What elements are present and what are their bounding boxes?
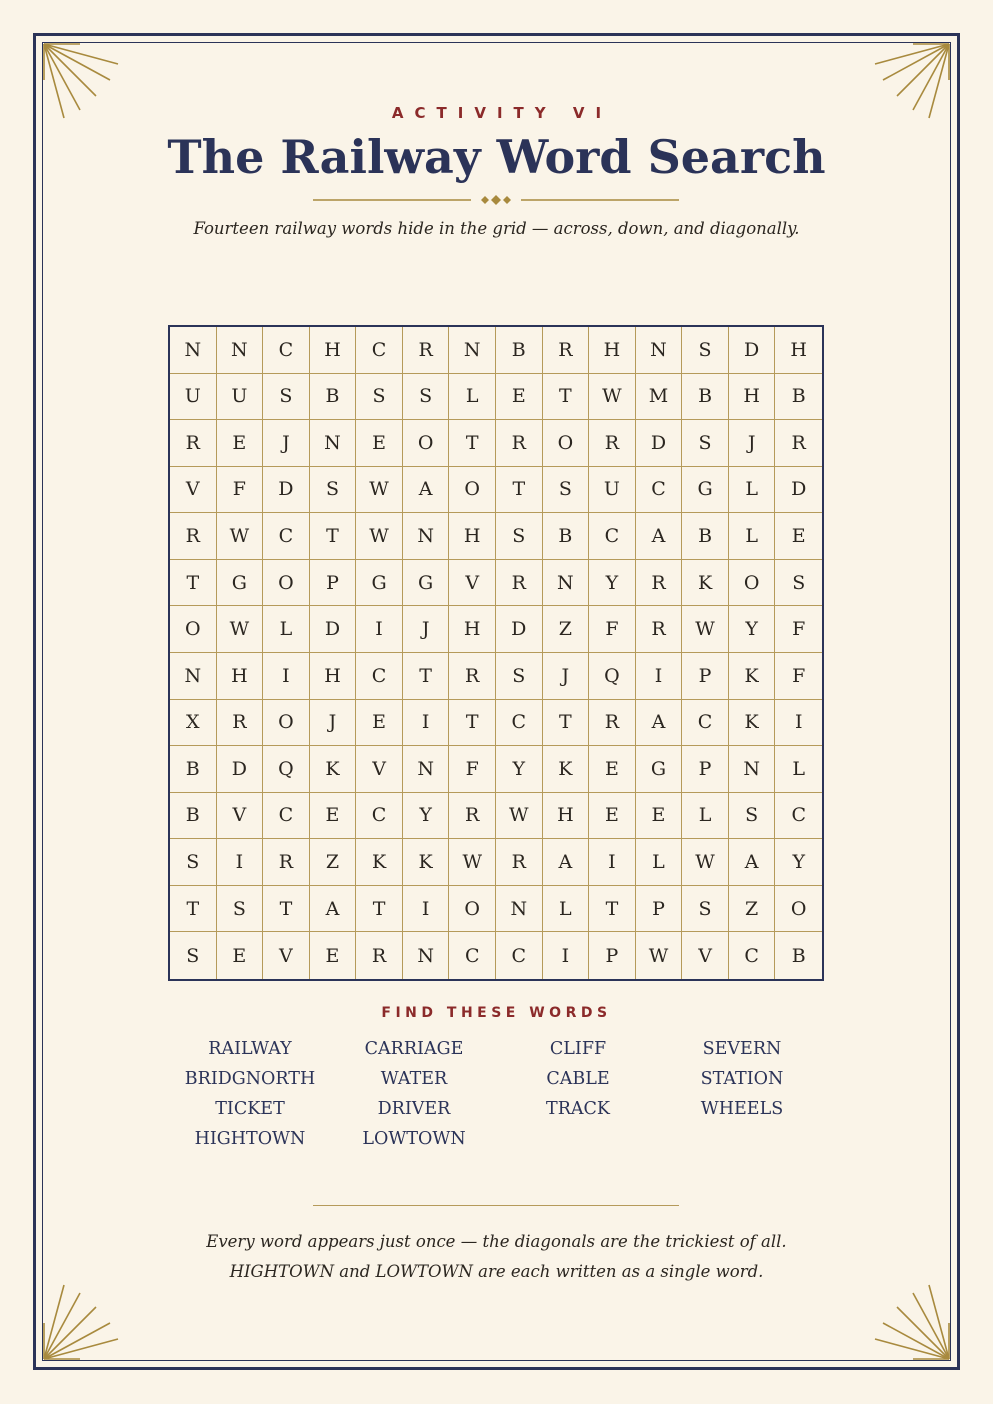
word-bank-item: TRACK: [546, 1099, 610, 1119]
grid-cell[interactable]: T: [449, 700, 496, 747]
sunburst-corner-icon: [42, 1281, 122, 1361]
grid-cell[interactable]: Q: [263, 746, 310, 793]
grid-cell[interactable]: W: [356, 467, 403, 514]
grid-cell[interactable]: S: [496, 653, 543, 700]
grid-cell[interactable]: O: [170, 606, 217, 653]
grid-cell[interactable]: E: [217, 420, 264, 467]
grid-cell[interactable]: G: [636, 746, 683, 793]
grid-cell[interactable]: S: [682, 886, 729, 933]
grid-cell[interactable]: O: [263, 700, 310, 747]
grid-cell[interactable]: F: [449, 746, 496, 793]
grid-cell[interactable]: E: [310, 793, 357, 840]
grid-cell[interactable]: R: [543, 327, 590, 374]
grid-cell[interactable]: J: [263, 420, 310, 467]
grid-cell[interactable]: S: [403, 374, 450, 421]
grid-cell[interactable]: A: [636, 513, 683, 560]
grid-cell[interactable]: R: [356, 932, 403, 979]
word-bank-item: DRIVER: [377, 1099, 451, 1119]
grid-cell[interactable]: P: [310, 560, 357, 607]
word-bank: [168, 1037, 824, 1157]
grid-cell[interactable]: S: [356, 374, 403, 421]
grid-cell[interactable]: R: [449, 653, 496, 700]
grid-cell[interactable]: E: [217, 932, 264, 979]
grid-cell[interactable]: L: [729, 513, 776, 560]
grid-cell[interactable]: Y: [496, 746, 543, 793]
grid-cell[interactable]: U: [170, 374, 217, 421]
word-bank-item: LOWTOWN: [362, 1129, 466, 1149]
grid-cell[interactable]: X: [170, 700, 217, 747]
grid-cell[interactable]: E: [589, 793, 636, 840]
grid-cell[interactable]: C: [356, 653, 403, 700]
grid-cell[interactable]: D: [310, 606, 357, 653]
grid-cell[interactable]: P: [682, 653, 729, 700]
grid-cell[interactable]: C: [356, 793, 403, 840]
grid-cell[interactable]: K: [729, 653, 776, 700]
grid-cell[interactable]: V: [217, 793, 264, 840]
grid-cell[interactable]: W: [449, 839, 496, 886]
grid-cell[interactable]: C: [775, 793, 822, 840]
grid-cell[interactable]: S: [543, 467, 590, 514]
word-bank-item: SEVERN: [702, 1039, 782, 1059]
grid-cell[interactable]: N: [496, 886, 543, 933]
grid-cell[interactable]: N: [217, 327, 264, 374]
grid-cell[interactable]: H: [543, 793, 590, 840]
grid-cell[interactable]: D: [496, 606, 543, 653]
grid-cell[interactable]: N: [403, 746, 450, 793]
grid-cell[interactable]: N: [449, 327, 496, 374]
grid-cell[interactable]: N: [310, 420, 357, 467]
grid-cell[interactable]: C: [589, 513, 636, 560]
grid-cell[interactable]: R: [636, 606, 683, 653]
grid-cell[interactable]: I: [217, 839, 264, 886]
grid-cell[interactable]: W: [589, 374, 636, 421]
grid-cell[interactable]: C: [449, 932, 496, 979]
grid-cell[interactable]: N: [170, 653, 217, 700]
grid-cell[interactable]: E: [310, 932, 357, 979]
grid-cell[interactable]: H: [729, 374, 776, 421]
grid-cell[interactable]: N: [403, 932, 450, 979]
grid-cell[interactable]: T: [589, 886, 636, 933]
footer-note: Every word appears just once — the diagonals are the trickiest of all.: [206, 1232, 787, 1251]
grid-cell[interactable]: Z: [310, 839, 357, 886]
grid-cell[interactable]: P: [682, 746, 729, 793]
grid-cell[interactable]: H: [775, 327, 822, 374]
grid-cell[interactable]: L: [543, 886, 590, 933]
grid-cell[interactable]: O: [729, 560, 776, 607]
word-search-grid: [168, 325, 824, 981]
grid-cell[interactable]: F: [775, 606, 822, 653]
grid-cell[interactable]: G: [682, 467, 729, 514]
grid-cell[interactable]: B: [775, 374, 822, 421]
grid-cell[interactable]: Y: [589, 560, 636, 607]
grid-cell[interactable]: T: [449, 420, 496, 467]
grid-cell[interactable]: B: [170, 793, 217, 840]
grid-cell[interactable]: B: [543, 513, 590, 560]
grid-cell[interactable]: B: [496, 327, 543, 374]
grid-cell[interactable]: R: [589, 700, 636, 747]
grid-cell[interactable]: W: [356, 513, 403, 560]
grid-cell[interactable]: R: [496, 560, 543, 607]
grid-cell[interactable]: Q: [589, 653, 636, 700]
word-bank-item: WATER: [380, 1069, 448, 1089]
grid-cell[interactable]: J: [403, 606, 450, 653]
grid-cell[interactable]: D: [263, 467, 310, 514]
grid-cell[interactable]: E: [356, 420, 403, 467]
grid-cell[interactable]: Y: [403, 793, 450, 840]
grid-cell[interactable]: E: [356, 700, 403, 747]
word-bank-item: CLIFF: [549, 1039, 607, 1059]
grid-cell[interactable]: K: [682, 560, 729, 607]
grid-cell[interactable]: T: [170, 886, 217, 933]
instructions: Fourteen railway words hide in the grid — across, down, and diagonally.: [193, 219, 800, 238]
grid-cell[interactable]: E: [775, 513, 822, 560]
grid-cell[interactable]: T: [403, 653, 450, 700]
word-bank-item: WHEELS: [700, 1099, 784, 1119]
grid-cell[interactable]: V: [263, 932, 310, 979]
grid-cell[interactable]: A: [636, 700, 683, 747]
grid-cell[interactable]: L: [449, 374, 496, 421]
grid-cell[interactable]: F: [217, 467, 264, 514]
grid-cell[interactable]: S: [170, 839, 217, 886]
grid-cell[interactable]: I: [636, 653, 683, 700]
word-bank-heading: FIND THESE WORDS: [381, 1005, 612, 1021]
grid-cell[interactable]: B: [682, 513, 729, 560]
grid-cell[interactable]: R: [403, 327, 450, 374]
grid-cell[interactable]: J: [729, 420, 776, 467]
grid-cell[interactable]: H: [310, 653, 357, 700]
grid-cell[interactable]: R: [496, 839, 543, 886]
grid-cell[interactable]: A: [310, 886, 357, 933]
grid-cell[interactable]: T: [543, 700, 590, 747]
grid-cell[interactable]: N: [170, 327, 217, 374]
grid-cell[interactable]: D: [775, 467, 822, 514]
word-bank-item: BRIDGNORTH: [184, 1069, 316, 1089]
grid-cell[interactable]: I: [589, 839, 636, 886]
word-bank-item: HIGHTOWN: [194, 1129, 306, 1149]
grid-cell[interactable]: T: [496, 467, 543, 514]
grid-cell[interactable]: U: [217, 374, 264, 421]
word-bank-item: RAILWAY: [208, 1039, 292, 1059]
grid-cell[interactable]: B: [682, 374, 729, 421]
grid-cell[interactable]: Y: [729, 606, 776, 653]
grid-cell[interactable]: S: [682, 327, 729, 374]
grid-cell[interactable]: K: [403, 839, 450, 886]
grid-cell[interactable]: R: [775, 420, 822, 467]
grid-cell[interactable]: R: [449, 793, 496, 840]
grid-cell[interactable]: K: [543, 746, 590, 793]
grid-cell[interactable]: R: [263, 839, 310, 886]
grid-cell[interactable]: I: [263, 653, 310, 700]
grid-cell[interactable]: I: [775, 700, 822, 747]
grid-cell[interactable]: Y: [775, 839, 822, 886]
grid-cell[interactable]: S: [217, 886, 264, 933]
grid-cell[interactable]: H: [310, 327, 357, 374]
grid-cell[interactable]: L: [636, 839, 683, 886]
grid-cell[interactable]: I: [403, 886, 450, 933]
grid-cell[interactable]: C: [356, 327, 403, 374]
grid-cell[interactable]: P: [589, 932, 636, 979]
grid-cell[interactable]: C: [263, 513, 310, 560]
grid-cell[interactable]: W: [496, 793, 543, 840]
grid-cell[interactable]: C: [263, 793, 310, 840]
word-bank-item: CARRIAGE: [364, 1039, 464, 1059]
grid-cell[interactable]: L: [682, 793, 729, 840]
grid-cell[interactable]: I: [403, 700, 450, 747]
grid-cell[interactable]: C: [682, 700, 729, 747]
grid-cell[interactable]: U: [589, 467, 636, 514]
grid-cell[interactable]: L: [263, 606, 310, 653]
grid-cell[interactable]: B: [310, 374, 357, 421]
grid-cell[interactable]: C: [263, 327, 310, 374]
grid-cell[interactable]: C: [496, 700, 543, 747]
grid-cell[interactable]: S: [729, 793, 776, 840]
grid-cell[interactable]: G: [217, 560, 264, 607]
activity-label: ACTIVITY VI: [391, 104, 613, 122]
grid-cell[interactable]: R: [636, 560, 683, 607]
grid-cell[interactable]: M: [636, 374, 683, 421]
grid-cell[interactable]: A: [403, 467, 450, 514]
grid-cell[interactable]: Z: [543, 606, 590, 653]
grid-cell[interactable]: R: [217, 700, 264, 747]
grid-cell[interactable]: R: [170, 513, 217, 560]
grid-cell[interactable]: V: [356, 746, 403, 793]
grid-cell[interactable]: T: [263, 886, 310, 933]
grid-cell[interactable]: O: [543, 420, 590, 467]
grid-cell[interactable]: F: [589, 606, 636, 653]
grid-cell[interactable]: W: [217, 513, 264, 560]
grid-cell[interactable]: T: [356, 886, 403, 933]
grid-cell[interactable]: C: [496, 932, 543, 979]
grid-cell[interactable]: Z: [729, 886, 776, 933]
grid-cell[interactable]: D: [636, 420, 683, 467]
grid-cell[interactable]: S: [310, 467, 357, 514]
grid-cell[interactable]: W: [682, 606, 729, 653]
grid-cell[interactable]: K: [729, 700, 776, 747]
grid-cell[interactable]: N: [543, 560, 590, 607]
grid-cell[interactable]: H: [217, 653, 264, 700]
grid-cell[interactable]: K: [310, 746, 357, 793]
sunburst-corner-icon: [871, 1281, 951, 1361]
grid-cell[interactable]: G: [403, 560, 450, 607]
grid-cell[interactable]: R: [496, 420, 543, 467]
grid-cell[interactable]: I: [543, 932, 590, 979]
grid-cell[interactable]: S: [775, 560, 822, 607]
title-divider: [313, 192, 679, 208]
grid-cell[interactable]: O: [775, 886, 822, 933]
grid-cell[interactable]: O: [449, 886, 496, 933]
grid-cell[interactable]: V: [449, 560, 496, 607]
grid-cell[interactable]: S: [263, 374, 310, 421]
grid-cell[interactable]: N: [403, 513, 450, 560]
footer-divider: [313, 1205, 679, 1206]
grid-cell[interactable]: D: [217, 746, 264, 793]
page-title: The Railway Word Search: [167, 130, 826, 184]
grid-cell[interactable]: C: [729, 932, 776, 979]
grid-cell[interactable]: N: [729, 746, 776, 793]
grid-cell[interactable]: G: [356, 560, 403, 607]
footer-note: HIGHTOWN and LOWTOWN are each written as a single word.: [229, 1262, 764, 1281]
grid-cell[interactable]: E: [636, 793, 683, 840]
word-bank-item: STATION: [700, 1069, 784, 1089]
grid-cell[interactable]: L: [729, 467, 776, 514]
grid-cell[interactable]: H: [589, 327, 636, 374]
grid-cell[interactable]: N: [636, 327, 683, 374]
grid-cell[interactable]: W: [636, 932, 683, 979]
grid-cell[interactable]: O: [263, 560, 310, 607]
grid-cell[interactable]: E: [496, 374, 543, 421]
grid-cell[interactable]: T: [170, 560, 217, 607]
grid-cell[interactable]: H: [449, 513, 496, 560]
grid-cell[interactable]: E: [589, 746, 636, 793]
grid-cell[interactable]: J: [543, 653, 590, 700]
grid-cell[interactable]: O: [403, 420, 450, 467]
word-bank-item: TICKET: [215, 1099, 285, 1119]
grid-cell[interactable]: W: [217, 606, 264, 653]
grid-cell[interactable]: S: [496, 513, 543, 560]
grid-cell[interactable]: T: [310, 513, 357, 560]
grid-cell[interactable]: F: [775, 653, 822, 700]
grid-cell[interactable]: V: [170, 467, 217, 514]
grid-cell[interactable]: R: [170, 420, 217, 467]
grid-cell[interactable]: V: [682, 932, 729, 979]
grid-cell[interactable]: O: [449, 467, 496, 514]
grid-cell[interactable]: C: [636, 467, 683, 514]
grid-cell[interactable]: K: [356, 839, 403, 886]
grid-cell[interactable]: S: [170, 932, 217, 979]
grid-cell[interactable]: W: [682, 839, 729, 886]
word-bank-item: CABLE: [546, 1069, 610, 1089]
grid-cell[interactable]: R: [589, 420, 636, 467]
grid-cell[interactable]: T: [543, 374, 590, 421]
grid-cell[interactable]: I: [356, 606, 403, 653]
grid-cell[interactable]: P: [636, 886, 683, 933]
grid-cell[interactable]: S: [682, 420, 729, 467]
grid-cell[interactable]: J: [310, 700, 357, 747]
grid-cell[interactable]: D: [729, 327, 776, 374]
grid-cell[interactable]: B: [791, 944, 806, 967]
grid-cell[interactable]: B: [170, 746, 217, 793]
grid-cell[interactable]: A: [543, 839, 590, 886]
grid-cell[interactable]: A: [729, 839, 776, 886]
grid-cell[interactable]: L: [775, 746, 822, 793]
grid-cell[interactable]: H: [449, 606, 496, 653]
